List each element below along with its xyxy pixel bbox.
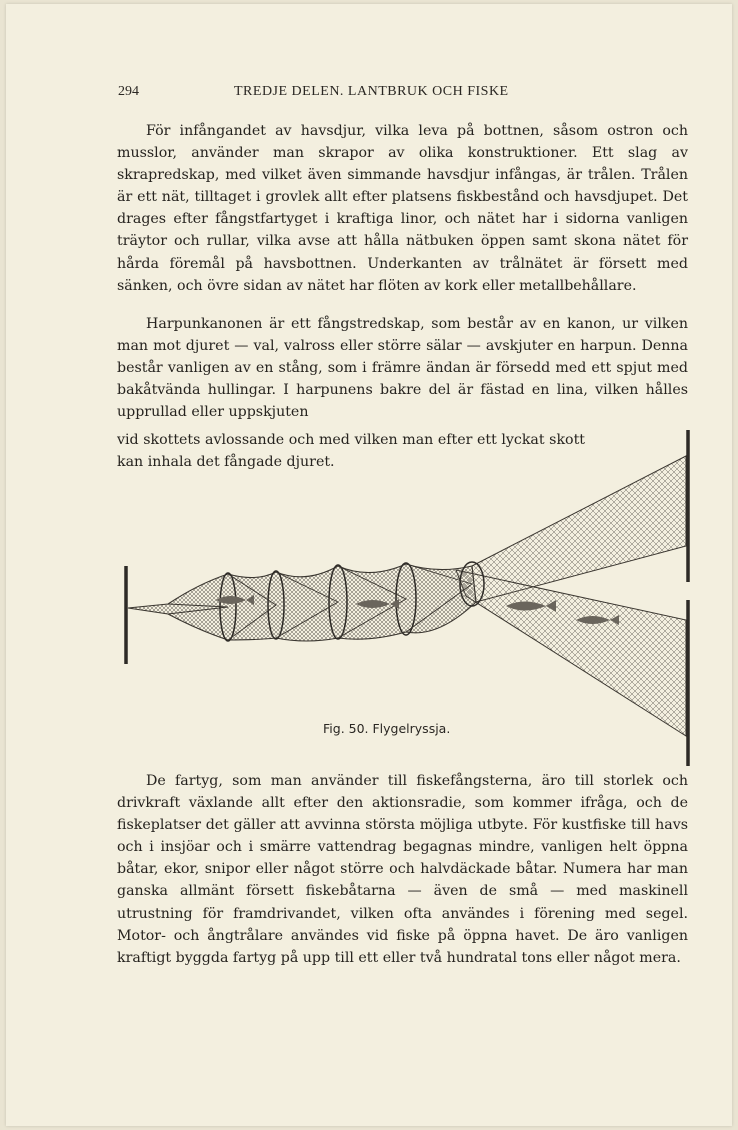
fyke-net-illustration <box>116 424 696 772</box>
paragraph-trawl: För infångandet av havsdjur, vilka leva på bottnen, såsom ostron och musslor, använder man skrapor av olika konstruktioner. Ett slag av skrapredskap, med vilket även simmande havsdjur infångas, är trålen. Trålen är ett nät, tilltaget i grovlek allt efter platsens fiskbestånd och havsdjupet. Det drages efter fångstfartyget i kraftiga linor, och nätet har i sidorna vanligen träytor och rullar, vilka avse att hålla nätbuken öppen samt skona nätet för hårda föremål på havsbottnen. Underkanten av trålnätet är försett med sänken, och övre sidan av nätet har flöten av kork eller metallbehållare. <box>117 123 688 294</box>
net-body <box>128 564 476 641</box>
lower-wing-net <box>456 570 686 736</box>
paragraph-fishing-vessels: De fartyg, som man använder till fiskefångsterna, äro till storlek och drivkraft växlande allt efter den aktionsradie, som kommer ifråga, och de fiskeplatser det gäller att avvinna största möjliga utbyte. För kustfiske till havs och i insjöar och i smärre vattendrag begagnas mindre, vanligen helt öppna båtar, ekor, snipor eller något större och halvdäckade båtar. Numera har man ganska allmänt försett fiskebåtarna — även de små — med maskinell utrustning för framdrivandet, vilken ofta användes i förening med segel. Motor- och ångtrålare användes vid fiske på öppna havet. De äro vanligen kraftigt byggda fartyg på upp till ett eller två hundratal tons eller något mera. <box>117 773 688 966</box>
running-title: TREDJE DELEN. LANTBRUK OCH FISKE <box>234 84 509 99</box>
paragraph-harpoon-continued: vid skottets avlossande och med vilken man efter ett lyckat skott kan inhala det fångade djuret. <box>117 432 585 471</box>
figure-caption: Fig. 50. Flygelryssja. <box>323 721 451 736</box>
figure-fyke-net <box>116 424 696 772</box>
page-number: 294 <box>118 84 139 99</box>
book-page <box>6 4 732 1126</box>
paragraph-harpoon: Harpunkanonen är ett fångstredskap, som består av en kanon, ur vilken man mot djuret — val, valross eller större sälar — avskjuter en harpun. Denna består vanligen av en stång, som i främre ändan är försedd med ett spjut med bakåtvända hullingar. I harpunens bakre del är fästad en lina, vilken hålles upprullad eller uppskjuten <box>117 316 688 421</box>
